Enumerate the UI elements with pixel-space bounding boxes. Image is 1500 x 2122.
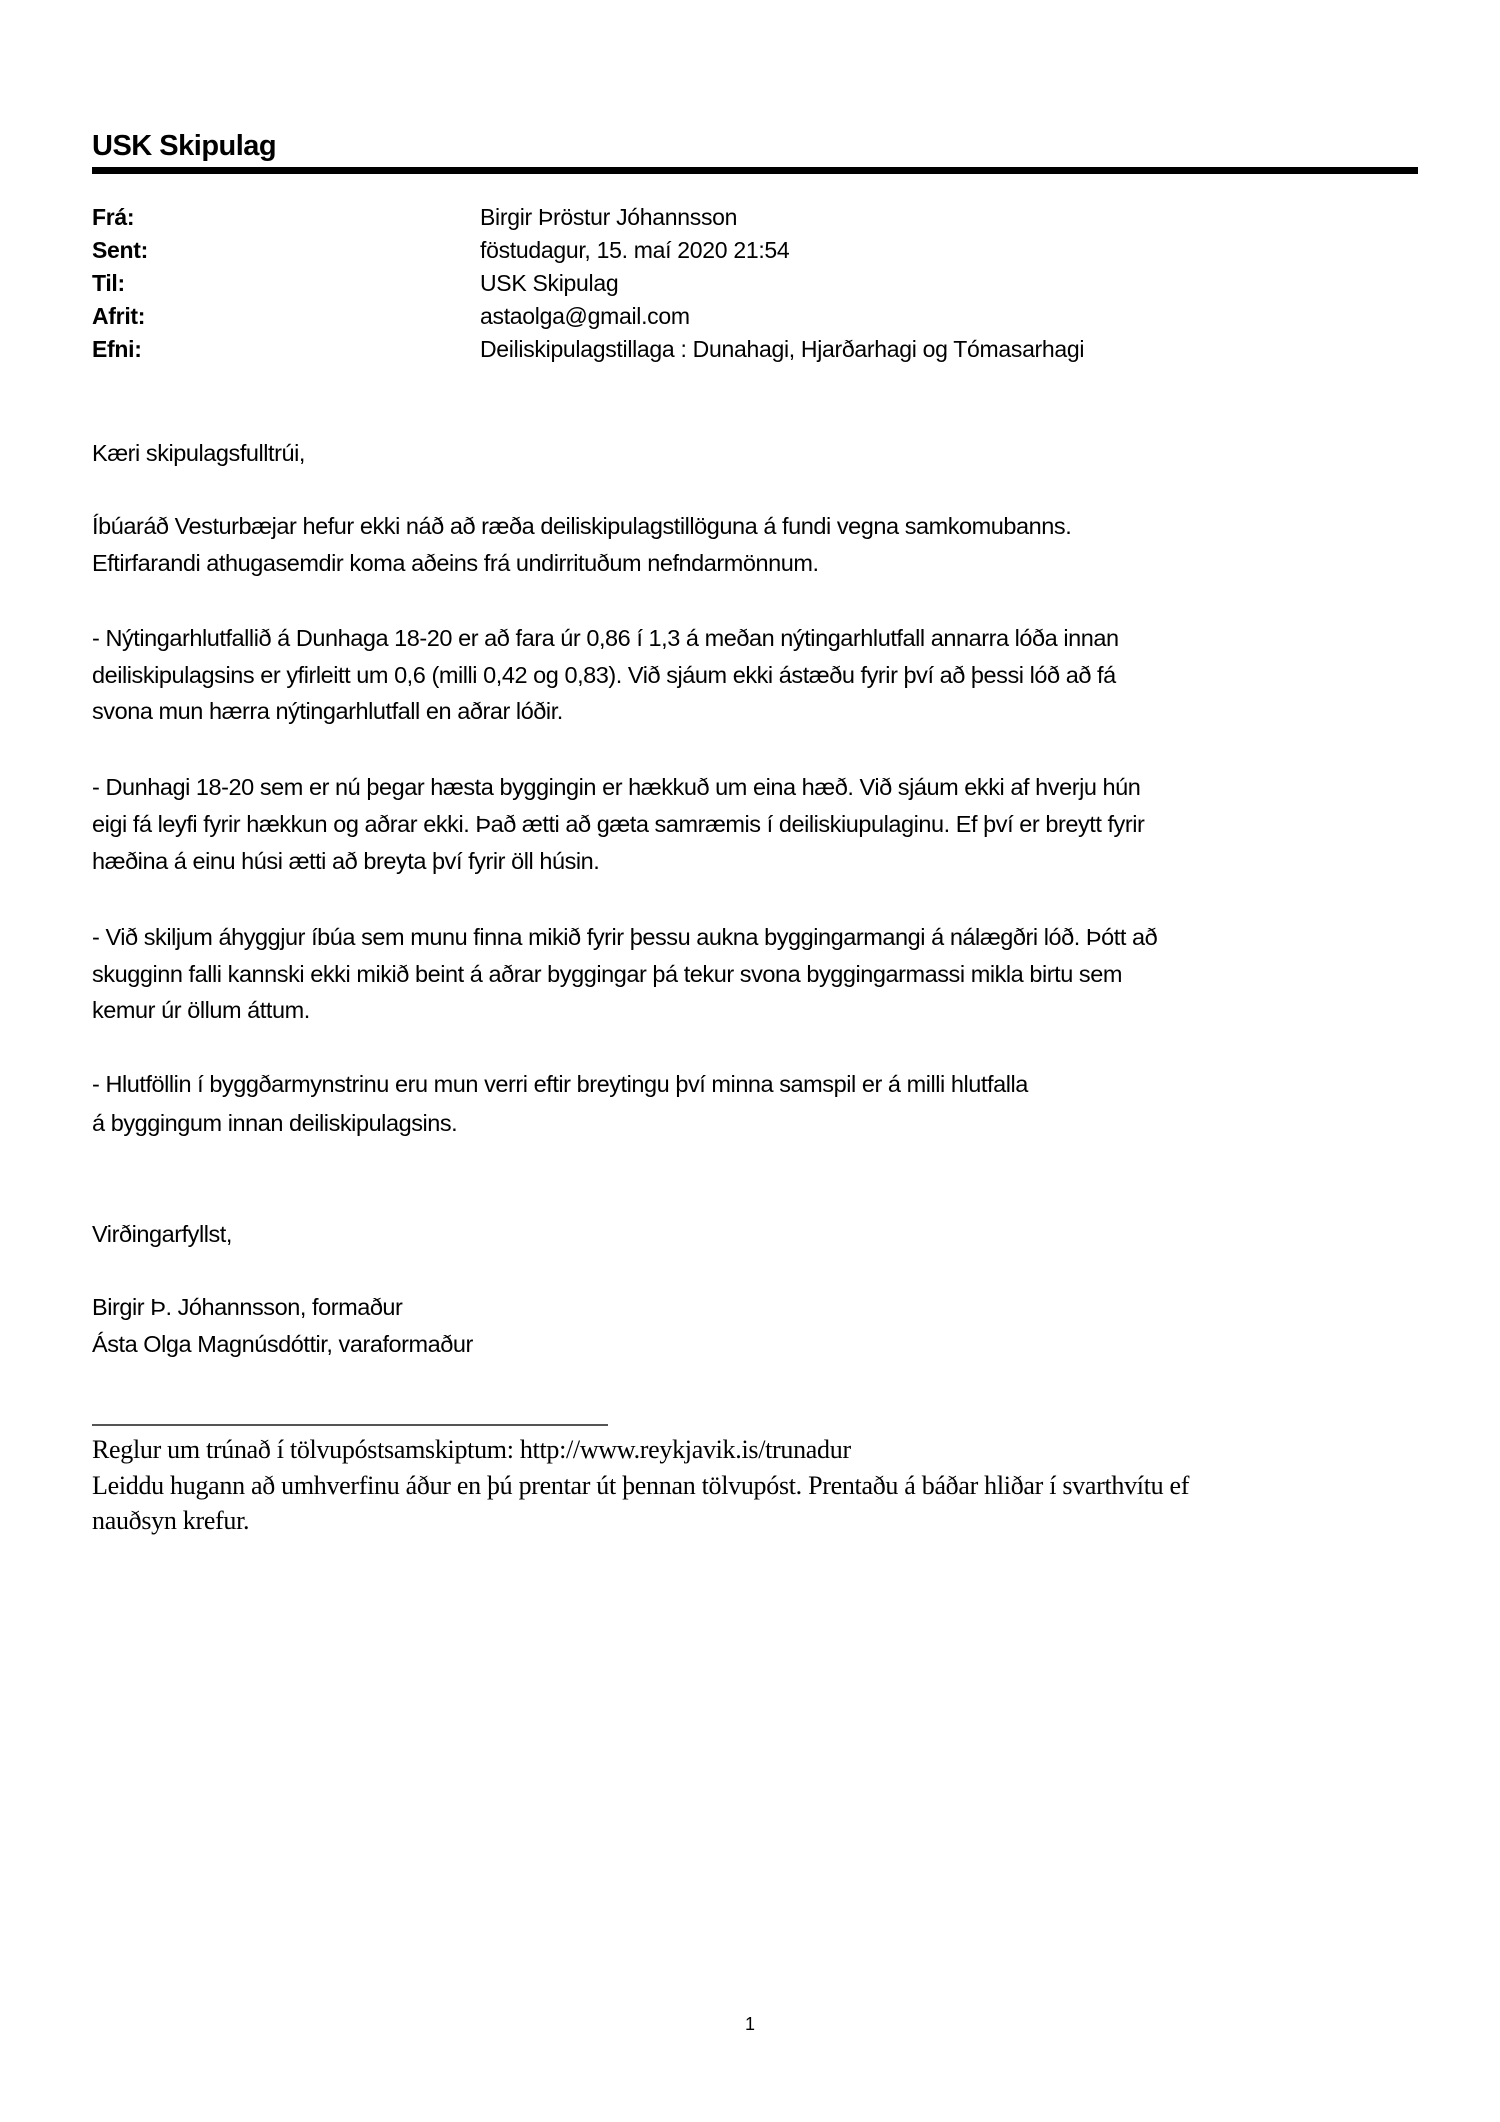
header-value: föstudagur, 15. maí 2020 21:54 <box>480 237 790 263</box>
body-line: - Hlutföllin í byggðarmynstrinu eru mun verri eftir breytingu því minna samspil er á milli hlutfalla <box>92 1071 1028 1097</box>
body-line: - Nýtingarhlutfallið á Dunhaga 18-20 er að fara úr 0,86 í 1,3 á meðan nýtingarhlutfall annarra lóða innan <box>92 625 1119 651</box>
page-number: 1 <box>745 2014 756 2034</box>
header-label: Frá: <box>92 204 135 230</box>
signature-line: Birgir Þ. Jóhannsson, formaður <box>92 1294 403 1320</box>
title-divider <box>92 167 1418 174</box>
greeting: Kæri skipulagsfulltrúi, <box>92 440 305 466</box>
header-value: USK Skipulag <box>480 270 619 296</box>
signature-line: Ásta Olga Magnúsdóttir, varaformaður <box>92 1331 473 1357</box>
header-row-subject <box>92 336 1392 369</box>
print-notice: Leiddu hugann að umhverfinu áður en þú prentar út þennan tölvupóst. Prentaðu á báðar hliðar í svarthvítu ef <box>92 1471 1190 1500</box>
header-value: Birgir Þröstur Jóhannsson <box>480 204 738 230</box>
body-line: Eftirfarandi athugasemdir koma aðeins frá undirrituðum nefndarmönnum. <box>92 550 819 576</box>
header-value: astaolga@gmail.com <box>480 303 690 329</box>
body-line: skugginn falli kannski ekki mikið beint á aðrar byggingar þá tekur svona byggingarmassi mikla birtu sem <box>92 961 1122 987</box>
header-value: Deiliskipulagstillaga : Dunahagi, Hjarðarhagi og Tómasarhagi <box>480 336 1085 362</box>
confidentiality-notice: Reglur um trúnað í tölvupóstsamskiptum: http://www.reykjavik.is/trunadur <box>92 1435 851 1464</box>
body-line: kemur úr öllum áttum. <box>92 997 310 1023</box>
header-row-sent <box>92 237 1392 270</box>
closing: Virðingarfyllst, <box>92 1221 232 1247</box>
print-notice-continued: nauðsyn krefur. <box>92 1506 250 1535</box>
body-line: deiliskipulagsins er yfirleitt um 0,6 (milli 0,42 og 0,83). Við sjáum ekki ástæðu fyrir því að þessi lóð að fá <box>92 662 1116 688</box>
body-line: svona mun hærra nýtingarhlutfall en aðrar lóðir. <box>92 698 563 724</box>
header-label: Efni: <box>92 336 142 362</box>
header-label: Til: <box>92 270 125 296</box>
body-line: eigi fá leyfi fyrir hækkun og aðrar ekki. Það ætti að gæta samræmis í deiliskiupulaginu. Ef því er breytt fyrir <box>92 811 1145 837</box>
header-row-cc <box>92 303 1392 336</box>
header-row-from <box>92 204 1392 237</box>
body-line: Íbúaráð Vesturbæjar hefur ekki náð að ræða deiliskipulagstillöguna á fundi vegna samkomubanns. <box>92 513 1072 539</box>
header-label: Afrit: <box>92 303 146 329</box>
header-label: Sent: <box>92 237 149 263</box>
page-title: USK Skipulag <box>92 130 277 162</box>
body-line: - Við skiljum áhyggjur íbúa sem munu finna mikið fyrir þessu aukna byggingarmangi á nálægðri lóð. Þótt að <box>92 924 1158 950</box>
body-line: hæðina á einu húsi ætti að breyta því fyrir öll húsin. <box>92 848 600 874</box>
header-row-to <box>92 270 1392 303</box>
body-line: - Dunhagi 18-20 sem er nú þegar hæsta byggingin er hækkuð um eina hæð. Við sjáum ekki af hverju hún <box>92 774 1141 800</box>
footer-divider <box>92 1424 608 1426</box>
body-line: á byggingum innan deiliskipulagsins. <box>92 1110 458 1136</box>
